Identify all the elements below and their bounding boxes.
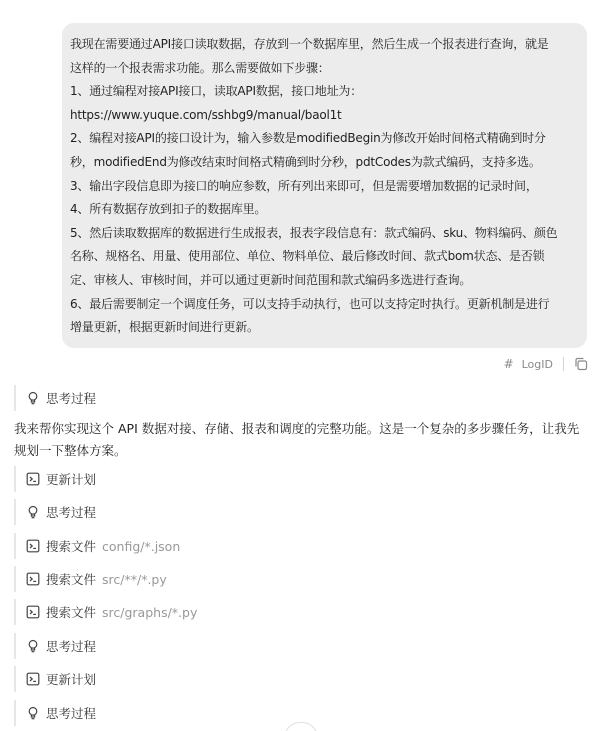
search-files-step[interactable] (14, 533, 180, 559)
step-argument: src/**/*.py (102, 571, 167, 587)
assistant-intro-text: 我来帮你实现这个 API 数据对接、存储、报表和调度的完整功能。这是一个复杂的多步骤任务，让我先规划一下整体方案。 (14, 421, 580, 458)
user-message-line: 4、所有数据存放到扣子的数据库里。 (70, 202, 267, 217)
user-message-line: 1、通过编程对接API接口，读取API数据，接口地址为： (70, 84, 363, 99)
user-message-line: 6、最后需要制定一个调度任务，可以支持手动执行，也可以支持定时执行。更新机制是进行 (70, 296, 550, 311)
divider (563, 357, 564, 371)
user-message-line: 名称、规格名、用量、使用部位、单位、物料单位、最后修改时间、款式bom状态、是否锁 (70, 249, 545, 264)
step-label: 搜索文件 (46, 572, 97, 587)
step-label: 搜索文件 (46, 539, 97, 554)
terminal-icon (26, 572, 40, 586)
terminal-icon (26, 672, 40, 686)
step-label: 思考过程 (46, 639, 97, 654)
lightbulb-icon (26, 505, 40, 519)
step-label: 思考过程 (46, 391, 97, 406)
user-message-bubble (62, 23, 587, 348)
lightbulb-icon (26, 639, 40, 653)
thinking-step[interactable] (14, 385, 96, 411)
user-message-line: 定、审核人、审核时间，并可以通过更新时间范围和款式编码多选进行查询。 (70, 272, 472, 287)
terminal-icon (26, 539, 40, 553)
copy-icon[interactable] (574, 357, 588, 371)
thinking-step[interactable] (14, 633, 96, 659)
user-message-line: 3、输出字段信息即为接口的响应参数，所有列出来即可，但是需要增加数据的记录时间， (70, 178, 538, 193)
search-files-step[interactable] (14, 599, 197, 625)
step-label: 思考过程 (46, 706, 97, 721)
user-message-line: 5、然后读取数据库的数据进行生成报表，报表字段信息有：款式编码、sku、物料编码、颜色 (70, 225, 558, 240)
update-plan-step[interactable] (14, 466, 96, 492)
step-label: 更新计划 (46, 672, 97, 687)
user-message-line: 增量更新，根据更新时间进行更新。 (70, 320, 259, 335)
step-argument: config/*.json (102, 538, 181, 554)
user-message-line: 这样的一个报表需求功能。那么需要做如下步骤： (70, 60, 330, 75)
search-files-step[interactable] (14, 566, 167, 592)
step-argument: src/graphs/*.py (102, 604, 198, 620)
lightbulb-icon (26, 391, 40, 405)
hash-icon: # (503, 357, 514, 371)
message-meta-row (504, 355, 588, 373)
step-label: 更新计划 (46, 472, 97, 487)
lightbulb-icon (26, 706, 40, 720)
thinking-step[interactable] (14, 499, 96, 525)
user-message-line: 秒，modifiedEnd为修改结束时间格式精确到时分秒，pdtCodes为款式编码，支持多选。 (70, 154, 541, 169)
scroll-to-bottom-button[interactable] (284, 722, 318, 731)
terminal-icon (26, 472, 40, 486)
user-message-line: 我现在需要通过API接口读取数据，存放到一个数据库里，然后生成一个报表进行查询，就是 (70, 37, 549, 51)
user-message-line: https://www.yuque.com/sshbg9/manual/baol1t (70, 107, 342, 122)
step-label: 思考过程 (46, 505, 97, 520)
update-plan-step[interactable] (14, 666, 96, 692)
log-id-button[interactable]: LogID (521, 357, 553, 371)
thinking-step[interactable] (14, 700, 96, 726)
user-message-line: 2、编程对接API的接口设计为，输入参数是modifiedBegin为修改开始时间格式精确到时分 (70, 131, 546, 146)
terminal-icon (26, 605, 40, 619)
step-label: 搜索文件 (46, 605, 97, 620)
